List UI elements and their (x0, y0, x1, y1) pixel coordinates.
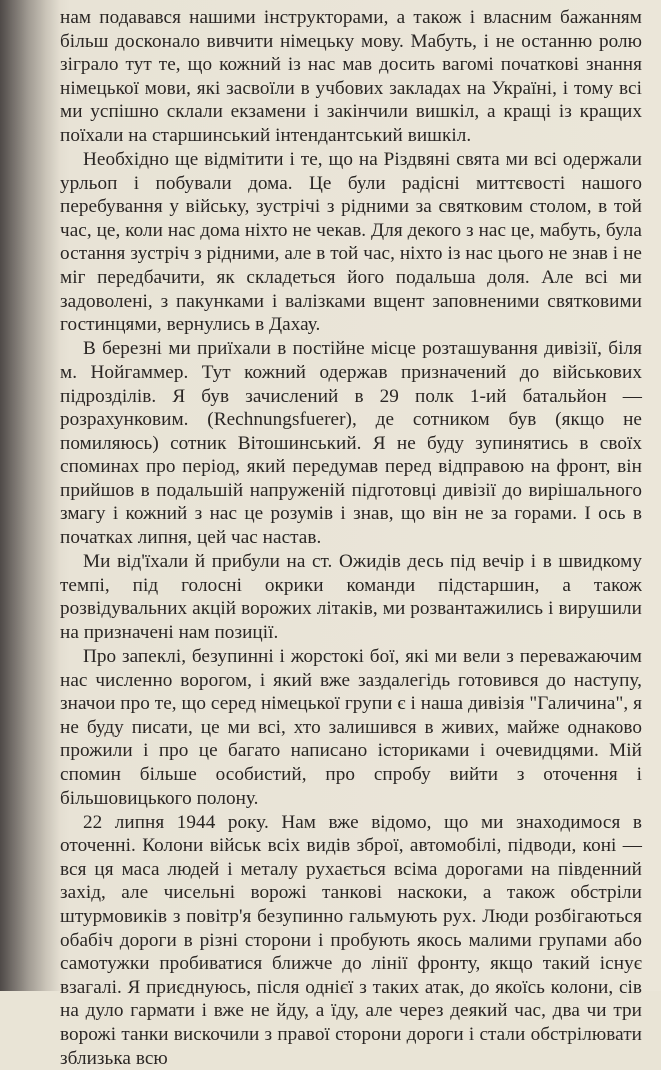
page-text (60, 6, 642, 1070)
paragraph-4: Ми від'їхали й прибули на ст. Ожидів десь під вечір і в швидкому темпі, під голосні окрики команди підстаршин, а також розвідувальних акцій ворожих літаків, ми розвантажились і вирушили на призначені нам позиції. (60, 551, 642, 643)
paragraph-1: нам подавався нашими інструкторами, а також і власним бажанням більш досконало вивчити німецьку мову. Мабуть, і не останню ролю зіграло тут те, що кожний із нас мав досить вагомі початкові знання німецької мови, які засвоїли в учбових закладах на Україні, і тому всі ми успішно склали екзамени і закінчили вишкіл, а кращі із кращих поїхали на старшинський інтендантський вишкіл. (60, 7, 642, 146)
paragraph-3: В березні ми приїхали в постійне місце розташування дивізії, біля м. Нойгаммер. Тут кожний одержав призначений до військових підрозділів. Я був зачислений в 29 полк 1-ий батальйон — розрахунковим. (Rechnungsfuerer), де сотником був (якщо не помиляюсь) сотник Вітошинський. Я не буду зупинятись в своїх споминах про період, який передумав перед відправою на фронт, він прийшов в подальшій напруженій підготовці дивізії до вирішального змагу і кожний з нас це розумів і знав, що він не за горами. І ось в початках липня, цей час настав. (60, 338, 642, 549)
paragraph-6: 22 липня 1944 року. Нам вже відомо, що ми знаходимося в оточенні. Колони військ всіх видів зброї, автомобілі, підводи, коні — вся ця маса людей і металу рухається всіма дорогами на південний захід, але чисельні ворожі танкові наскоки, а також обстріли штурмовиків з повітр'я безупинно гальмують рух. Люди розбігаються обабіч дороги в різні сторони і пробують якось малими групами або самотужки пробиватися ближче до лінії фронту, якщо такий існує взагалі. Я приєднуюсь, після однієї з таких атак, до якоїсь колони, сів на дуло гармати і вже не йду, а їду, але через деякий час, два чи три ворожі танки вискочили з правої сторони дороги і стали обстрілювати зблизька всю (60, 811, 642, 1069)
paragraph-2: Необхідно ще відмітити і те, що на Різдвяні свята ми всі одержали урльоп і побували дома. Це були радісні миттєвості нашого перебування у війську, зустрічі з рідними за святковим столом, в той час, це, коли нас дома ніхто не чекав. Для декого з нас це, мабуть, була остання зустріч з рідними, але в той час, ніхто із нас цього не знав і не міг передбачити, як складеться його подальша доля. Але всі ми задоволені, з пакунками і валізками вщент заповненими святковими гостинцями, вернулись в Дахау. (60, 149, 642, 336)
paragraph-5: Про запеклі, безупинні і жорстокі бої, які ми вели з переважаючим нас численно ворогом, і який вже заздалегідь готовився до наступу, значои про те, що серед німецької групи є і наша дивізія "Галичина", я не буду писати, це ми всі, хто залишився в живих, майже однаково прожили і про це багато написано істориками і очевидцями. Мій спомин більше особистий, про спробу вийти з оточення і більшовицького полону. (60, 646, 642, 809)
